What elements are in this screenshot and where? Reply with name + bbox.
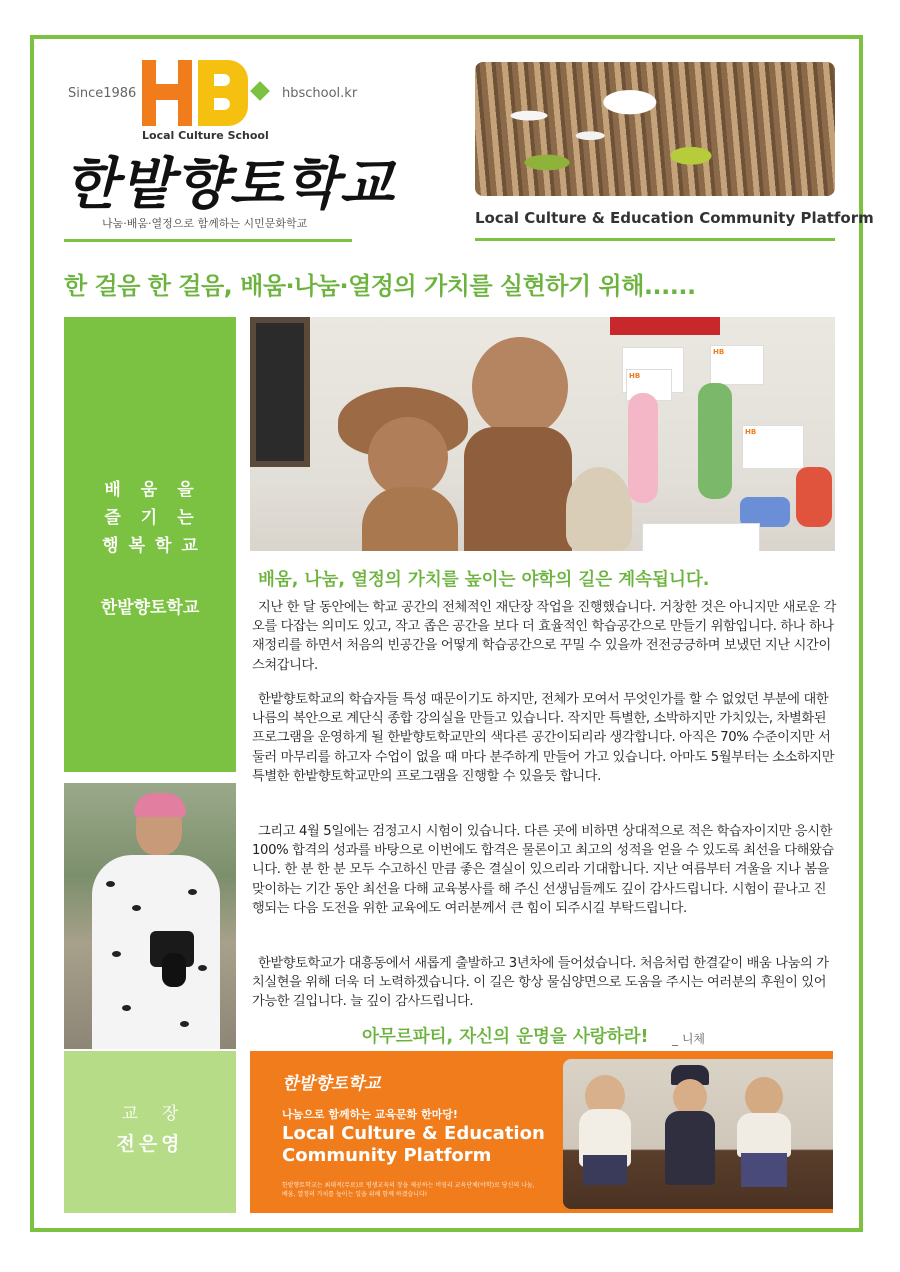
banner-title-line-1: Local Culture & Education: [282, 1123, 545, 1144]
camera-lens-shape: [162, 953, 186, 987]
article-paragraph-2: 한밭향토학교의 학습자들 특성 때문이기도 하지만, 전체가 모여서 무엇인가를 할 수 없었던 부분에 대한 나름의 복안으로 계단식 종합 강의실을 만들고 있습니다. 작지만 특별한, 소박하지만 가치있는, 차별화된 프로그램을 운영하게 될 한밭향토학교만의 색다른 공간이되리라 생각합니다. 아직은 70% 수준이지만 서둘러 마무리를 하고자 수업이 없을 때 마다 분주하게 만들어 가고 있습니다. 아마도 5월부터는 소소하지만 특별한 한밭향토학교만의 프로그램을 진행할 수 있을듯 합니다.: [252, 692, 835, 784]
quote-author: _ 니체: [672, 1032, 705, 1046]
article-paragraph-1: 지난 한 달 동안에는 학교 공간의 전체적인 재단장 작업을 진행했습니다. 거창한 것은 아니지만 새로운 각오를 다잡는 의미도 있고, 작고 좁은 공간을 보다 더 효율적인 학습공간으로 만들기 위함입니다. 하나 하나 재정리를 하면서 처음의 빈공간을 어떻게 학습공간으로 꾸밀 수 있을까 전전긍긍하며 보냈던 지난 시간이 스쳐갑니다.: [252, 600, 836, 673]
principal-name: 전은영: [116, 1133, 184, 1155]
wall-frame: [250, 317, 310, 467]
snow-flower-photo: [475, 62, 835, 196]
article-paragraph-4: 한밭향토학교가 대흥동에서 새롭게 출발하고 3년차에 들어섰습니다. 처음처럼 한결같이 배움 나눔의 가치실현을 위해 더욱 더 노력하겠습니다. 이 길은 항상 물심양면으로 도움을 주시는 여러분의 후원이 있어 가능한 길입니다. 늘 깊이 감사드립니다.: [252, 956, 829, 1010]
shirt-dot: [132, 905, 141, 911]
site-url: hbschool.kr: [282, 86, 358, 101]
shirt-dot: [198, 965, 207, 971]
banner-logo: 한밭향토학교: [282, 1074, 381, 1094]
school-name-calligraphy: 한밭향토학교: [64, 151, 395, 217]
banner-title-line-2: Community Platform: [282, 1145, 492, 1166]
shirt-dot: [112, 951, 121, 957]
small-figure-shape: [796, 467, 832, 527]
article-subhead: 배움, 나눔, 열정의 가치를 높이는 야학의 길은 계속됩니다.: [258, 570, 710, 590]
motto-line-1: 배움을: [104, 480, 214, 500]
figure-head: [745, 1077, 783, 1117]
doll-body-shape: [464, 427, 572, 551]
shirt-dot: [180, 1021, 189, 1027]
banner-subtitle: 나눔으로 함께하는 교육문화 한마당!: [282, 1108, 458, 1121]
clay-dolls-photo: [250, 317, 835, 551]
paper-doll-shape: [628, 393, 658, 503]
header-divider-right: [475, 238, 835, 241]
platform-banner: [250, 1051, 833, 1213]
figure-head: [673, 1079, 707, 1115]
school-tagline: 나눔·배움·열정으로 함께하는 시민문화학교: [102, 217, 308, 230]
motto-school-name: 한밭향토학교: [100, 598, 200, 618]
figure-body: [665, 1111, 715, 1185]
quote-text: 아무르파티, 자신의 운명을 사랑하라!: [362, 1027, 649, 1047]
red-shelf: [610, 317, 720, 335]
figurines-photo: [563, 1059, 833, 1209]
page-headline: 한 걸음 한 걸음, 배움·나눔·열정의 가치를 실현하기 위해......: [64, 272, 696, 300]
motto-line-2: 즐기는: [104, 508, 214, 528]
logo-h-mark: [142, 60, 192, 126]
figure-skirt: [583, 1155, 627, 1185]
doll-face-shape: [368, 417, 448, 497]
motto-line-3: 행복학교: [102, 536, 208, 556]
principal-title: 교장: [121, 1104, 203, 1124]
platform-heading: Local Culture & Education Community Platform: [475, 209, 874, 227]
figure-body: [737, 1113, 791, 1157]
shirt-dot: [188, 889, 197, 895]
white-tray: [642, 523, 760, 551]
hb-card: HB: [626, 369, 672, 401]
vase-shape: [566, 467, 632, 551]
doll-body-shape: [362, 487, 458, 551]
since-label: Since1986: [68, 86, 137, 101]
banner-small-text: 한밭향토학교는 최대적(무료)로 평생교육의 장을 제공하는 비영리 교육단체(야학)로 당신의 나눔, 배움, 열정의 가치를 높이는 일을 위해 함께 하겠습니다!: [282, 1182, 535, 1198]
article-paragraph-3: 그리고 4월 5일에는 검정고시 시험이 있습니다. 다른 곳에 비하면 상대적으로 적은 학습자이지만 응시한 100% 합격의 성과를 바탕으로 이번에도 합격은 물론이고 최고의 성적을 얻을 수 있도록 최선을 다해왔습니다. 한 분 한 분 모두 수고하신 만큼 좋은 결실이 있으리라 기대합니다. 지난 여름부터 겨울을 지나 봄을 맞이하는 기간 동안 최선을 다해 교육봉사를 해 주신 선생님들께도 깊이 감사드립니다. 시험이 끝나고 진행되는 다음 도전을 위한 교육에도 여러분께서 큰 힘이 되주시길 부탁드립니다.: [252, 824, 834, 916]
header-divider-left: [64, 239, 352, 242]
paper-doll-shape: [698, 383, 732, 499]
shirt-dot: [122, 1005, 131, 1011]
shirt-dot: [106, 881, 115, 887]
hb-card: HB: [742, 425, 804, 469]
principal-photo: [64, 783, 236, 1049]
principal-panel: [64, 1051, 236, 1213]
bandana-shape: [134, 793, 186, 817]
doll-face-shape: [472, 337, 568, 437]
banner-title: [282, 1123, 572, 1167]
hb-card: HB: [710, 345, 764, 385]
figure-pants: [741, 1153, 787, 1187]
logo-subtitle: Local Culture School: [142, 129, 269, 142]
logo-b-mark: [198, 60, 248, 126]
motto-panel: [64, 317, 236, 772]
